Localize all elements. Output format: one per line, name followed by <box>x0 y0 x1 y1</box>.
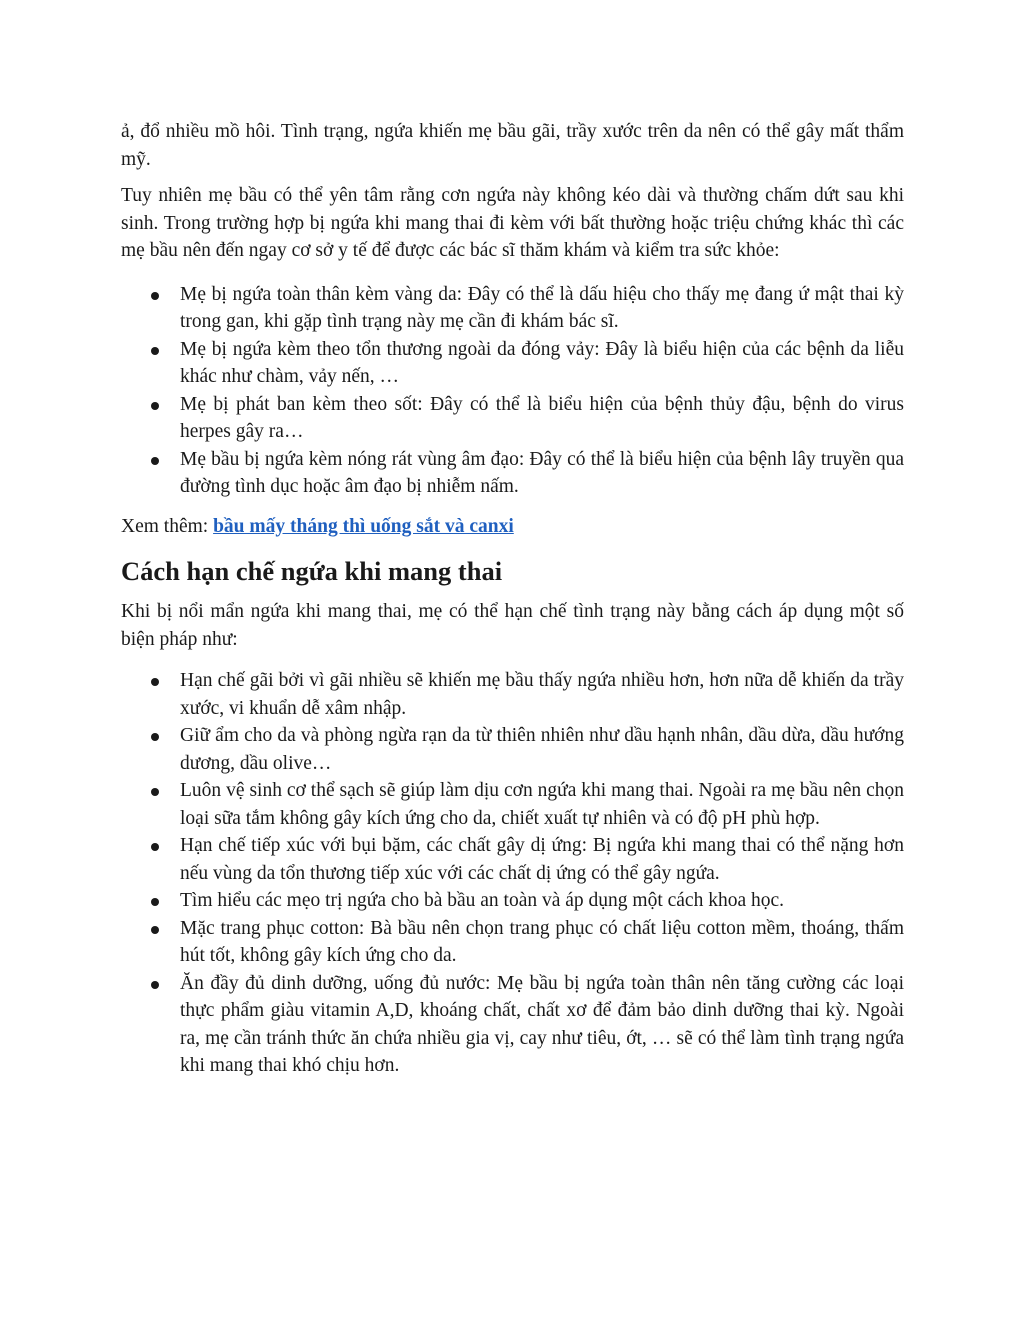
see-also-link[interactable]: bầu mấy tháng thì uống sắt và canxi <box>213 515 514 537</box>
see-also-label: Xem thêm: <box>121 515 214 537</box>
bullet-icon <box>151 926 159 934</box>
list-item-text: Giữ ẩm cho da và phòng ngừa rạn da từ thiên nhiên như dầu hạnh nhân, dầu dừa, dầu hướng dương, dầu olive… <box>180 725 904 774</box>
bullet-icon <box>151 678 159 686</box>
section-intro: Khi bị nổi mẩn ngứa khi mang thai, mẹ có thể hạn chế tình trạng này bằng cách áp dụng một số biện pháp như: <box>121 601 904 650</box>
list-item-text: Luôn vệ sinh cơ thể sạch sẽ giúp làm dịu cơn ngứa khi mang thai. Ngoài ra mẹ bầu nên chọn loại sữa tắm không gây kích ứng cho da, chiết xuất tự nhiên và có độ pH phù hợp. <box>180 780 904 829</box>
section-heading: Cách hạn chế ngứa khi mang thai <box>121 556 503 586</box>
bullet-icon <box>151 981 159 989</box>
list-item <box>121 777 904 832</box>
bullet-icon <box>151 733 159 741</box>
list-item <box>121 391 904 446</box>
bullet-icon <box>151 402 159 410</box>
tips-list <box>121 667 904 1080</box>
list-item <box>121 446 904 501</box>
list-item <box>121 832 904 887</box>
list-item-text: Tìm hiểu các mẹo trị ngứa cho bà bầu an toàn và áp dụng một cách khoa học. <box>180 890 785 911</box>
list-item-text: Mẹ bị ngứa kèm theo tổn thương ngoài da đóng vảy: Đây là biểu hiện của các bệnh da liễu khác như chàm, vảy nến, … <box>180 338 904 387</box>
warning-list <box>121 281 904 501</box>
intro-paragraph-2: Tuy nhiên mẹ bầu có thể yên tâm rằng cơn ngứa này không kéo dài và thường chấm dứt sau khi sinh. Trong trường hợp bị ngứa khi mang thai đi kèm với bất thường hoặc triệu chứng khác thì các mẹ bầu nên đến ngay cơ sở y tế để được các bác sĩ thăm khám và kiểm tra sức khỏe: <box>121 185 904 261</box>
bullet-icon <box>151 457 159 465</box>
list-item <box>121 281 904 336</box>
list-item-text: Hạn chế gãi bởi vì gãi nhiều sẽ khiến mẹ bầu thấy ngứa nhiều hơn, hơn nữa dễ khiến da trầy xước, vi khuẩn dễ xâm nhập. <box>180 670 904 719</box>
list-item-text: Mặc trang phục cotton: Bà bầu nên chọn trang phục có chất liệu cotton mềm, thoáng, thấm hút tốt, không gây kích ứng cho da. <box>180 917 904 966</box>
bullet-icon <box>151 898 159 906</box>
list-item-text: Mẹ bị ngứa toàn thân kèm vàng da: Đây có thể là dấu hiệu cho thấy mẹ đang ứ mật thai kỳ trong gan, khi gặp tình trạng này mẹ cần đi khám bác sĩ. <box>180 283 904 332</box>
list-item <box>121 887 904 915</box>
list-item <box>121 722 904 777</box>
list-item-text: Hạn chế tiếp xúc với bụi bặm, các chất gây dị ứng: Bị ngứa khi mang thai có thể nặng hơn nếu vùng da tổn thương tiếp xúc với các chất dị ứng có thể gây ngứa. <box>180 835 904 884</box>
bullet-icon <box>151 347 159 355</box>
list-item-text: Ăn đầy đủ dinh dưỡng, uống đủ nước: Mẹ bầu bị ngứa toàn thân nên tăng cường các loại thực phẩm giàu vitamin A,D, khoáng chất, chất xơ để đảm bảo dinh dưỡng thai kỳ. Ngoài ra, mẹ cần tránh thức ăn chứa nhiều gia vị, cay như tiêu, ớt, … sẽ có thể làm tình trạng ngứa khi mang thai khó chịu hơn. <box>180 972 904 1076</box>
bullet-icon <box>151 788 159 796</box>
intro-paragraph-1: ả, đổ nhiều mồ hôi. Tình trạng, ngứa khiến mẹ bầu gãi, trầy xước trên da nên có thể gây mất thẩm mỹ. <box>121 121 904 170</box>
see-also <box>121 513 904 541</box>
list-item <box>121 970 904 1080</box>
list-item <box>121 336 904 391</box>
list-item <box>121 667 904 722</box>
bullet-icon <box>151 843 159 851</box>
list-item-text: Mẹ bị phát ban kèm theo sốt: Đây có thể là biểu hiện của bệnh thủy đậu, bệnh do virus herpes gây ra… <box>180 393 904 442</box>
list-item <box>121 915 904 970</box>
list-item-text: Mẹ bầu bị ngứa kèm nóng rát vùng âm đạo: Đây có thể là biểu hiện của bệnh lây truyền qua đường tình dục hoặc âm đạo bị nhiễm nấm. <box>180 448 904 497</box>
bullet-icon <box>151 292 159 300</box>
